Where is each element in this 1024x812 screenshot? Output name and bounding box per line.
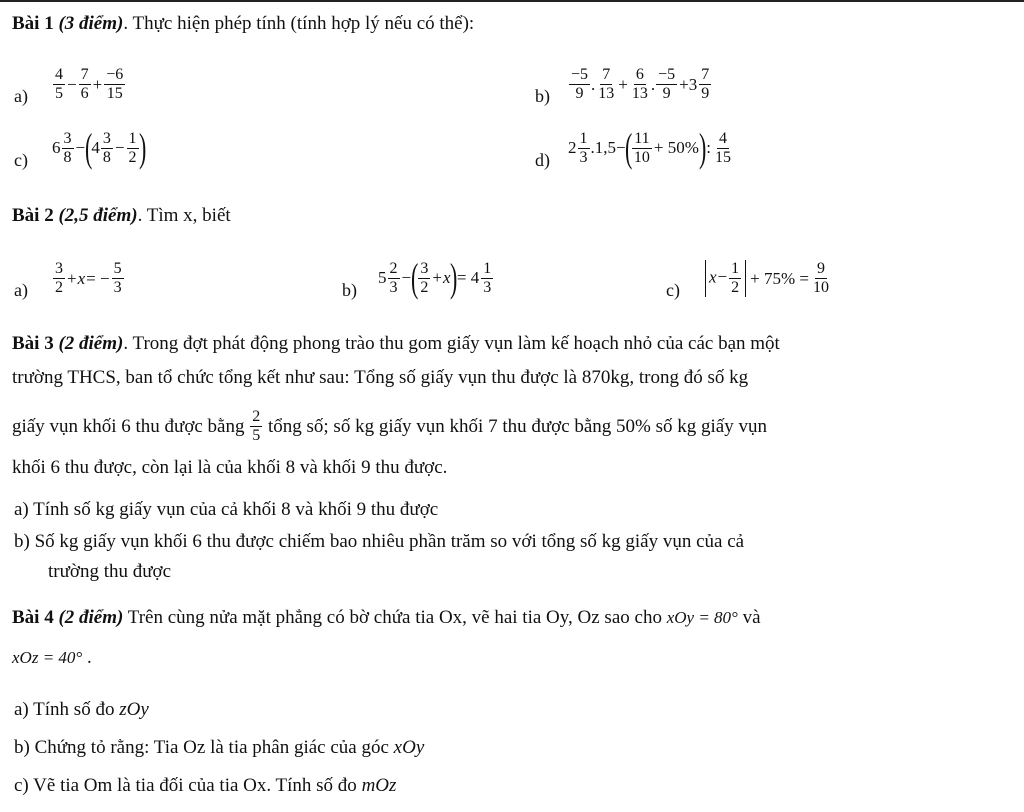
b2-c-expression: x− $\frac{1}{2}$ + 75% = $\frac{9}{10}$ xyxy=(702,260,832,297)
b4-question-a: a) Tính số đo zOy xyxy=(14,699,149,720)
b2-a-label: a) xyxy=(14,280,28,300)
b4-paragraph-line2: xOz = 40° . xyxy=(12,647,92,668)
b1-a-expression: $\frac{4}{5}$ − $\frac{7}{6}$ + $\frac{-6}{15}$ xyxy=(55,66,124,102)
b3-paragraph-line1: Bài 3 (2 điểm). Trong đợt phát động phong trào thu gom giấy vụn làm kế hoạch nhỏ của các bạn một xyxy=(12,333,780,354)
b1-heading: Bài 1 (3 điểm). Thực hiện phép tính (tính hợp lý nếu có thể): xyxy=(12,13,475,34)
b2-heading: Bài 2 (2,5 điểm). Tìm x, biết xyxy=(12,205,231,226)
b1-b-expression: $\frac{-5}{9}$ . $\frac{7}{13}$ + $\frac{6}{13}$ . $\frac{-5}{9}$ +3 $\frac{7}{9}$ xyxy=(571,66,710,102)
b1-d-expression: 2 $\frac{1}{3}$ .1,5− ( $\frac{11}{10}$ + 50% ) : $\frac{4}{15}$ xyxy=(568,125,731,170)
b2-b-expression: 5 $\frac{2}{3}$ − ( $\frac{3}{2}$ + x ) = 4 $\frac{1}{3}$ xyxy=(378,255,492,300)
b1-c-label: c) xyxy=(14,150,28,170)
b3-question-a: a) Tính số kg giấy vụn của cả khối 8 và khối 9 thu được xyxy=(14,499,439,520)
b3-paragraph-line3: giấy vụn khối 6 thu được bằng $\frac{2}{5}$ tổng số; số kg giấy vụn khối 7 thu được bằng 50% số kg giấy vụn xyxy=(12,408,767,444)
b1-c-expression: 6 $\frac{3}{8}$ − ( 4 $\frac{3}{8}$ − $\frac{1}{2}$ ) xyxy=(52,125,146,170)
b2-c-label: c) xyxy=(666,280,680,300)
b3-paragraph-line4: khối 6 thu được, còn lại là của khối 8 và khối 9 thu được. xyxy=(12,457,448,478)
b3-question-b-line2: trường thu được xyxy=(48,561,172,582)
b3-paragraph-line2: trường THCS, ban tổ chức tổng kết như sau: Tổng số giấy vụn thu được là 870kg, trong đó số kg xyxy=(12,367,749,388)
b4-paragraph-line1: Bài 4 (2 điểm) Trên cùng nửa mặt phẳng có bờ chứa tia Ox, vẽ hai tia Oy, Oz sao cho xOy = 80° và xyxy=(12,607,761,628)
b1-d-label: d) xyxy=(535,150,550,170)
b1-a-label: a) xyxy=(14,86,28,106)
b4-question-b: b) Chứng tỏ rằng: Tia Oz là tia phân giác của góc xOy xyxy=(14,737,425,758)
b2-b-label: b) xyxy=(342,280,357,300)
b1-b-label: b) xyxy=(535,86,550,106)
b3-question-b-line1: b) Số kg giấy vụn khối 6 thu được chiếm bao nhiêu phần trăm so với tổng số kg giấy vụn của cả xyxy=(14,531,745,552)
b2-a-expression: $\frac{3}{2}$ + x = − $\frac{5}{3}$ xyxy=(55,260,122,296)
b4-question-c: c) Vẽ tia Om là tia đối của tia Ox. Tính số đo mOz xyxy=(14,775,397,796)
